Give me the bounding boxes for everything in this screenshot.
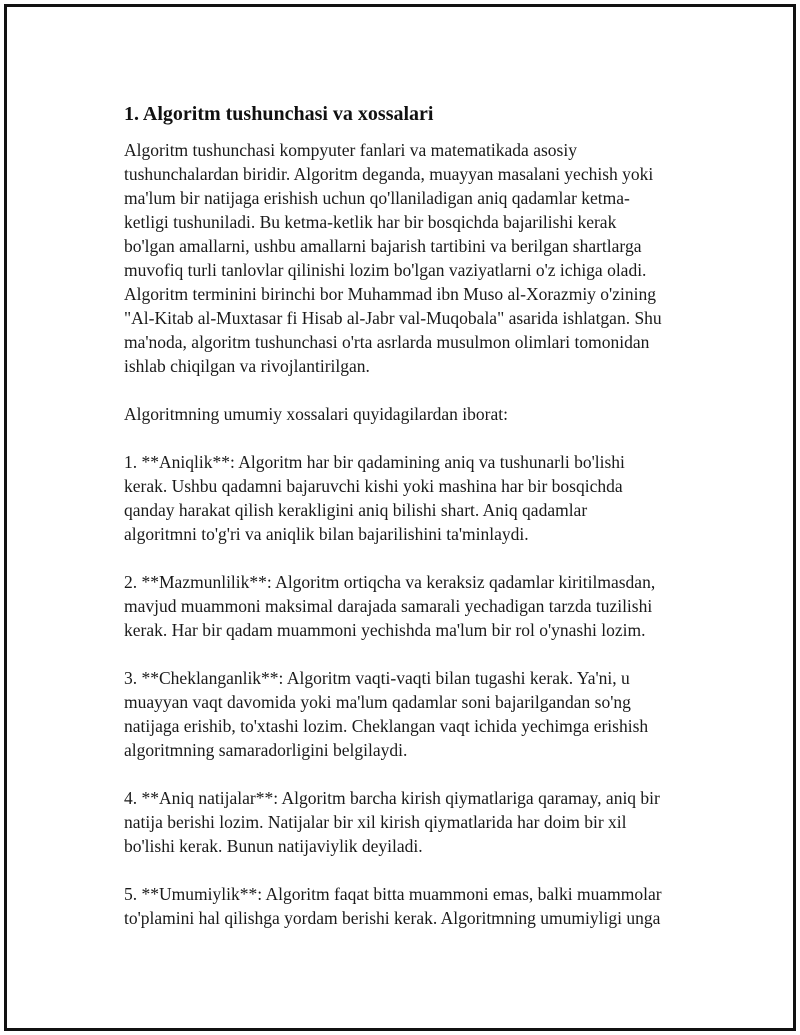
property-umumiylik-paragraph: 5. **Umumiylik**: Algoritm faqat bitta muammoni emas, balki muammolar to'plamini hal qilishga yordam berishi kerak. Algoritmning umumiyligi unga xyxy=(124,884,662,928)
property-aniq-natijalar-paragraph: 4. **Aniq natijalar**: Algoritm barcha kirish qiymatlariga qaramay, aniq bir natija berishi lozim. Natijalar bir xil kirish qiymatlarida har doim bir xil bo'lishi kerak. Bunun natijaviylik deyiladi. xyxy=(124,788,660,856)
intro-paragraph: Algoritm tushunchasi kompyuter fanlari va matematikada asosiy tushunchalardan biridir. Algoritm deganda, muayyan masalani yechish yoki ma'lum bir natijaga erishish uchun qo'llaniladigan aniq qadamlar ketma- ketligi tushuniladi. Bu ketma-ketlik har bir bosqichda bajarilishi kerak bo'lgan amallarni, ushbu amallarni bajarish tartibini va berilgan shartlarga muvofiq turli tanlovlar qilinishi lozim bo'lgan vaziyatlarni o'z ichiga oladi. Algoritm terminini birinchi bor Muhammad ibn Muso al-Xorazmiy o'zining "Al-Kitab al-Muxtasar fi Hisab al-Jabr val-Muqobala" asarida ishlatgan. Shu ma'noda, algoritm tushunchasi o'rta asrlarda musulmon olimlari tomonidan ishlab chiqilgan va rivojlantirilgan. xyxy=(124,140,662,376)
property-cheklanganlik-paragraph: 3. **Cheklanganlik**: Algoritm vaqti-vaqti bilan tugashi kerak. Ya'ni, u muayyan vaqt davomida yoki ma'lum qadamlar soni bajarilgandan so'ng natijaga erishib, to'xtashi lozim. Cheklangan vaqt ichida yechimga erishish algoritmning samaradorligini belgilaydi. xyxy=(124,668,649,760)
property-mazmunlilik-paragraph: 2. **Mazmunlilik**: Algoritm ortiqcha va keraksiz qadamlar kiritilmasdan, mavjud muammoni maksimal darajada samarali yechadigan tarzda tuzilishi kerak. Har bir qadam muammoni yechishda ma'lum bir rol o'ynashi lozim. xyxy=(124,572,656,640)
properties-intro-paragraph: Algoritmning umumiy xossalari quyidagilardan iborat: xyxy=(124,404,508,424)
section-heading: 1. Algoritm tushunchasi va xossalari xyxy=(124,103,434,125)
document-body xyxy=(124,99,704,954)
page-frame xyxy=(4,4,796,1031)
property-aniqlik-paragraph: 1. **Aniqlik**: Algoritm har bir qadamining aniq va tushunarli bo'lishi kerak. Ushbu qadamni bajaruvchi kishi yoki mashina har bir bosqichda qanday harakat qilish kerakligini aniq bilishi shart. Aniq qadamlar algoritmni to'g'ri va aniqlik bilan bajarilishini ta'minlaydi. xyxy=(124,452,625,544)
